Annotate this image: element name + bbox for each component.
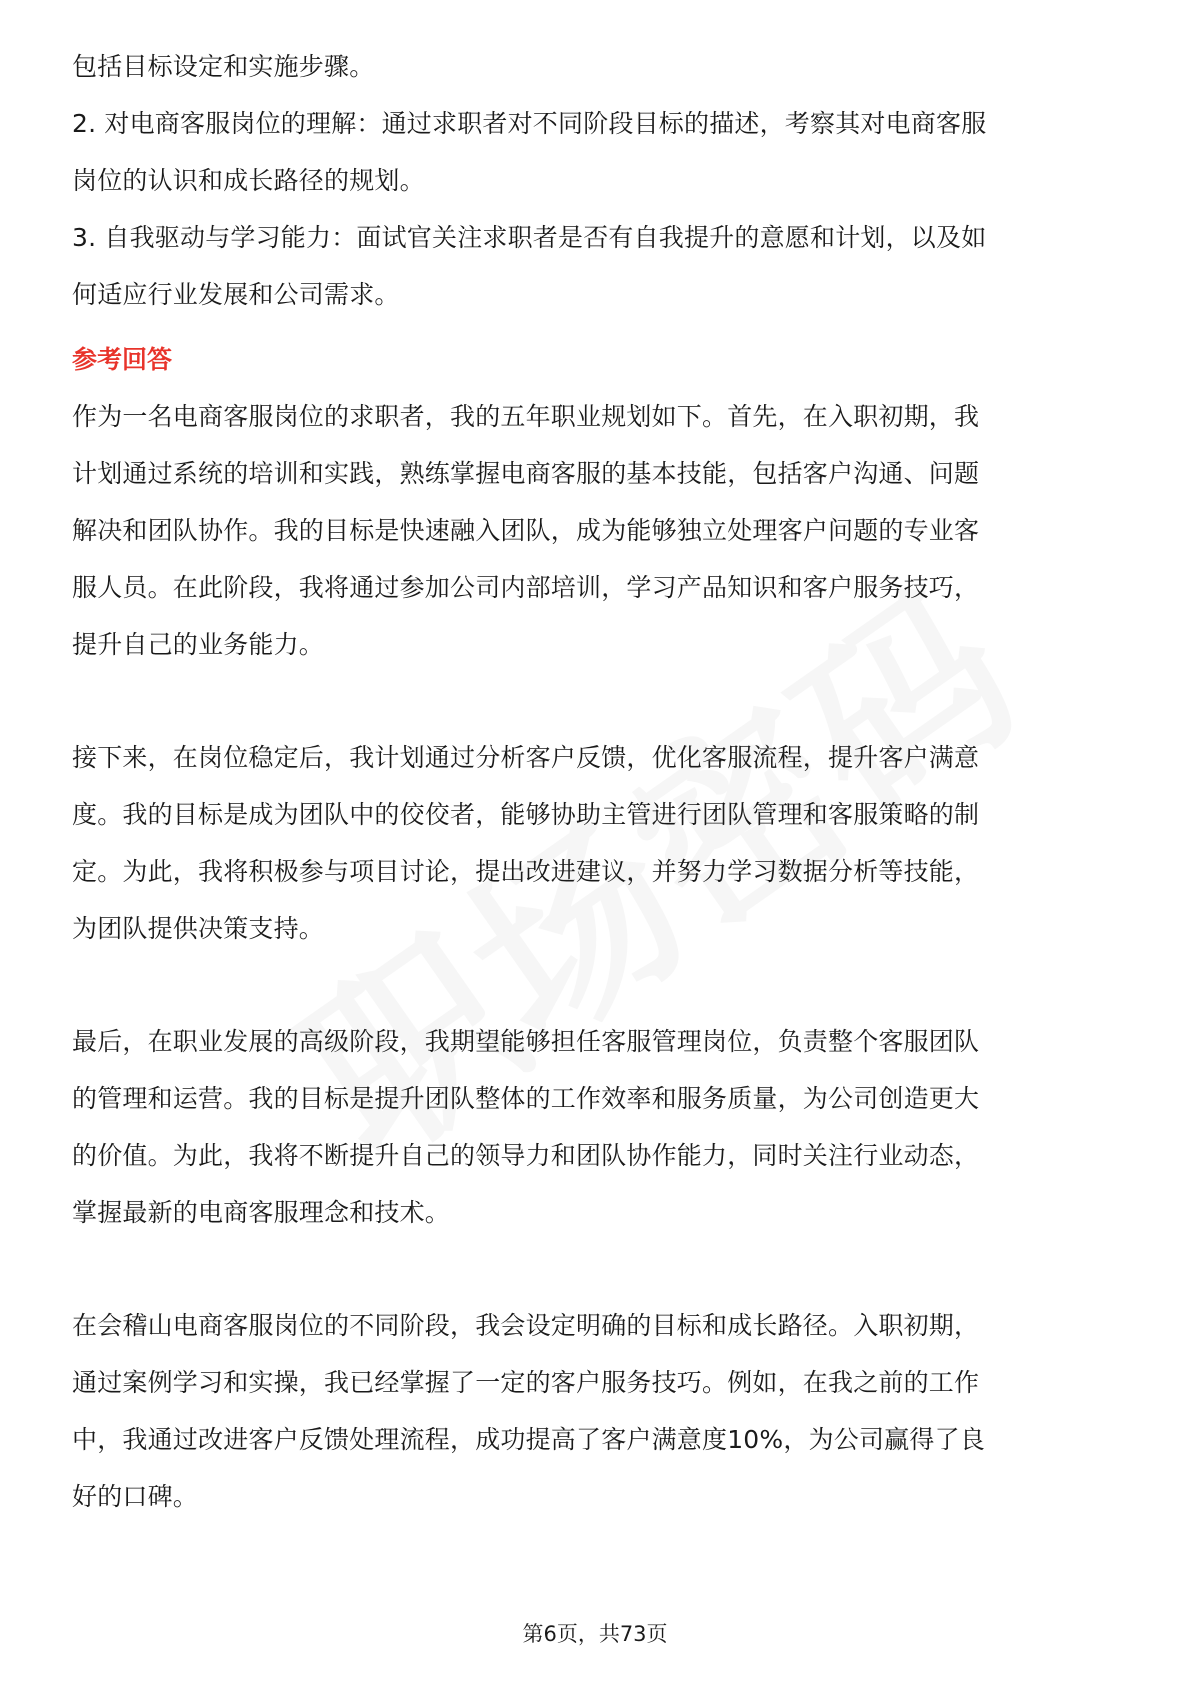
intro-line: 2. 对电商客服岗位的理解：通过求职者对不同阶段目标的描述，考察其对电商客服	[72, 109, 987, 138]
paragraph-line: 度。我的目标是成为团队中的佼佼者，能够协助主管进行团队管理和客服策略的制	[72, 800, 980, 829]
paragraph-line: 在会稽山电商客服岗位的不同阶段，我会设定明确的目标和成长路径。入职初期，	[72, 1311, 980, 1340]
paragraph-line: 提升自己的业务能力。	[72, 630, 325, 659]
paragraph-line: 接下来，在岗位稳定后，我计划通过分析客户反馈，优化客服流程，提升客户满意	[72, 743, 980, 772]
paragraph-line: 的价值。为此，我将不断提升自己的领导力和团队协作能力，同时关注行业动态，	[72, 1141, 980, 1170]
intro-line: 岗位的认识和成长路径的规划。	[72, 166, 425, 195]
answer-paragraph-4	[72, 1297, 1118, 1525]
paragraph-gap	[72, 673, 1118, 729]
intro-block	[72, 38, 1118, 323]
paragraph-gap	[72, 1241, 1118, 1297]
paragraph-line: 定。为此，我将积极参与项目讨论，提出改进建议，并努力学习数据分析等技能，	[72, 857, 980, 886]
page-number: 第6页，共73页	[522, 1622, 668, 1646]
answer-paragraph-1	[72, 388, 1118, 673]
answer-paragraph-2	[72, 729, 1118, 957]
paragraph-line: 中，我通过改进客户反馈处理流程，成功提高了客户满意度10%，为公司赢得了良	[72, 1425, 985, 1454]
paragraph-line: 好的口碑。	[72, 1482, 199, 1511]
paragraph-line: 作为一名电商客服岗位的求职者，我的五年职业规划如下。首先，在入职初期，我	[72, 402, 980, 431]
intro-line: 3. 自我驱动与学习能力：面试官关注求职者是否有自我提升的意愿和计划，以及如	[72, 223, 987, 252]
answer-paragraph-3	[72, 1013, 1118, 1241]
document-page	[72, 38, 1118, 1525]
paragraph-line: 解决和团队协作。我的目标是快速融入团队，成为能够独立处理客户问题的专业客	[72, 516, 980, 545]
paragraph-line: 最后，在职业发展的高级阶段，我期望能够担任客服管理岗位，负责整个客服团队	[72, 1027, 980, 1056]
paragraph-line: 计划通过系统的培训和实践，熟练掌握电商客服的基本技能，包括客户沟通、问题	[72, 459, 980, 488]
section-heading: 参考回答	[72, 345, 173, 374]
paragraph-gap	[72, 957, 1118, 1013]
paragraph-line: 掌握最新的电商客服理念和技术。	[72, 1198, 451, 1227]
paragraph-line: 服人员。在此阶段，我将通过参加公司内部培训，学习产品知识和客户服务技巧，	[72, 573, 980, 602]
intro-line: 包括目标设定和实施步骤。	[72, 52, 375, 81]
paragraph-line: 为团队提供决策支持。	[72, 914, 325, 943]
intro-line: 何适应行业发展和公司需求。	[72, 280, 400, 309]
paragraph-line: 的管理和运营。我的目标是提升团队整体的工作效率和服务质量，为公司创造更大	[72, 1084, 980, 1113]
paragraph-line: 通过案例学习和实操，我已经掌握了一定的客户服务技巧。例如，在我之前的工作	[72, 1368, 980, 1397]
